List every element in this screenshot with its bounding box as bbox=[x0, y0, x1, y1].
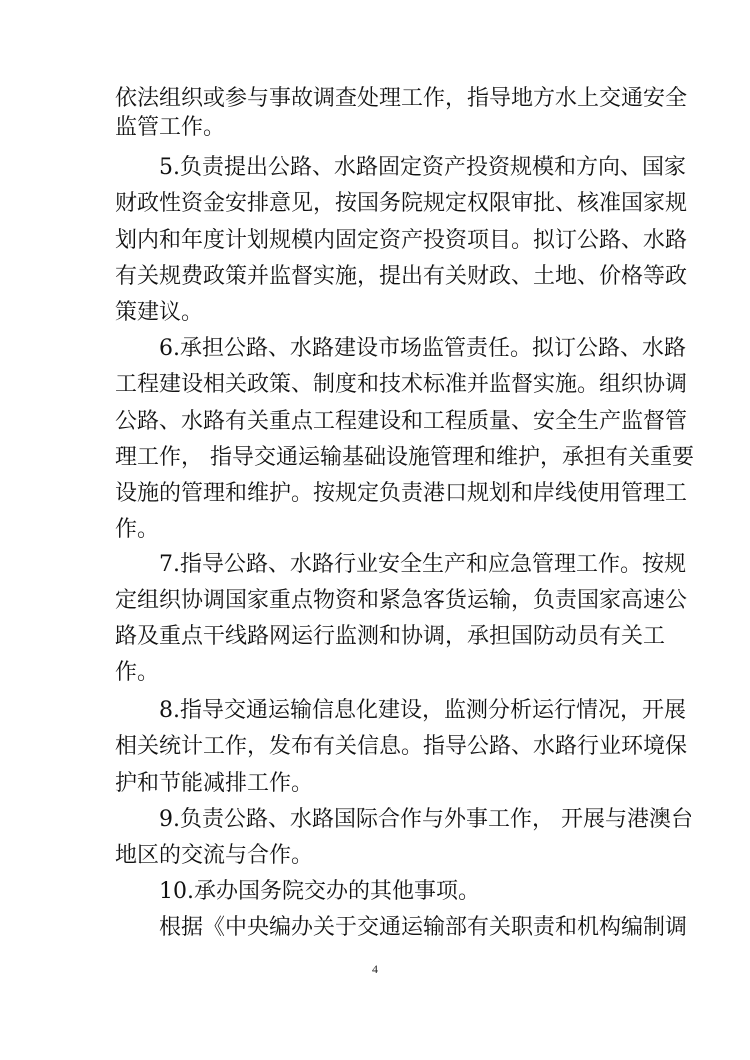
text-line: 工程建设相关政策、制度和技术标准并监督实施。组织协调 bbox=[115, 372, 688, 397]
text-line: 监管工作。 bbox=[115, 115, 226, 140]
paragraph-10-start: 10.承办国务院交办的其他事项。 bbox=[159, 879, 480, 904]
text-line: 作。 bbox=[115, 660, 160, 685]
text-line: 依法组织或参与事故调查处理工作，指导地方水上交通安全 bbox=[115, 86, 688, 111]
text-line: 路及重点干线路网运行监测和协调，承担国防动员有关工 bbox=[115, 624, 666, 649]
text-line: 划内和年度计划规模内固定资产投资项目。拟订公路、水路 bbox=[115, 228, 688, 253]
text-line: 地区的交流与合作。 bbox=[115, 843, 314, 868]
text-line: 策建议。 bbox=[115, 300, 204, 325]
paragraph-next-start: 根据《中央编办关于交通运输部有关职责和机构编制调 bbox=[159, 915, 688, 940]
text-line: 相关统计工作，发布有关信息。指导公路、水路行业环境保 bbox=[115, 734, 688, 759]
text-line: 作。 bbox=[115, 517, 160, 542]
paragraph-6-start: 6.承担公路、水路建设市场监管责任。拟订公路、水路 bbox=[159, 336, 686, 361]
text-line: 理工作， 指导交通运输基础设施管理和维护，承担有关重要 bbox=[115, 445, 694, 470]
paragraph-7-start: 7.指导公路、水路行业安全生产和应急管理工作。按规 bbox=[159, 552, 686, 577]
text-line: 设施的管理和维护。按规定负责港口规划和岸线使用管理工 bbox=[115, 481, 688, 506]
text-line: 定组织协调国家重点物资和紧急客货运输，负责国家高速公 bbox=[115, 588, 688, 613]
text-line: 护和节能减排工作。 bbox=[115, 771, 314, 796]
paragraph-8-start: 8.指导交通运输信息化建设，监测分析运行情况，开展 bbox=[159, 698, 686, 723]
paragraph-9-start: 9.负责公路、水路国际合作与外事工作， 开展与港澳台 bbox=[159, 807, 693, 832]
text-line: 有关规费政策并监督实施，提出有关财政、土地、价格等政 bbox=[115, 264, 688, 289]
paragraph-5-start: 5.负责提出公路、水路固定资产投资规模和方向、国家 bbox=[159, 155, 686, 180]
text-line: 财政性资金安排意见，按国务院规定权限审批、核准国家规 bbox=[115, 191, 688, 216]
text-line: 公路、水路有关重点工程建设和工程质量、安全生产监督管 bbox=[115, 409, 688, 434]
page-number: 4 bbox=[372, 962, 378, 976]
